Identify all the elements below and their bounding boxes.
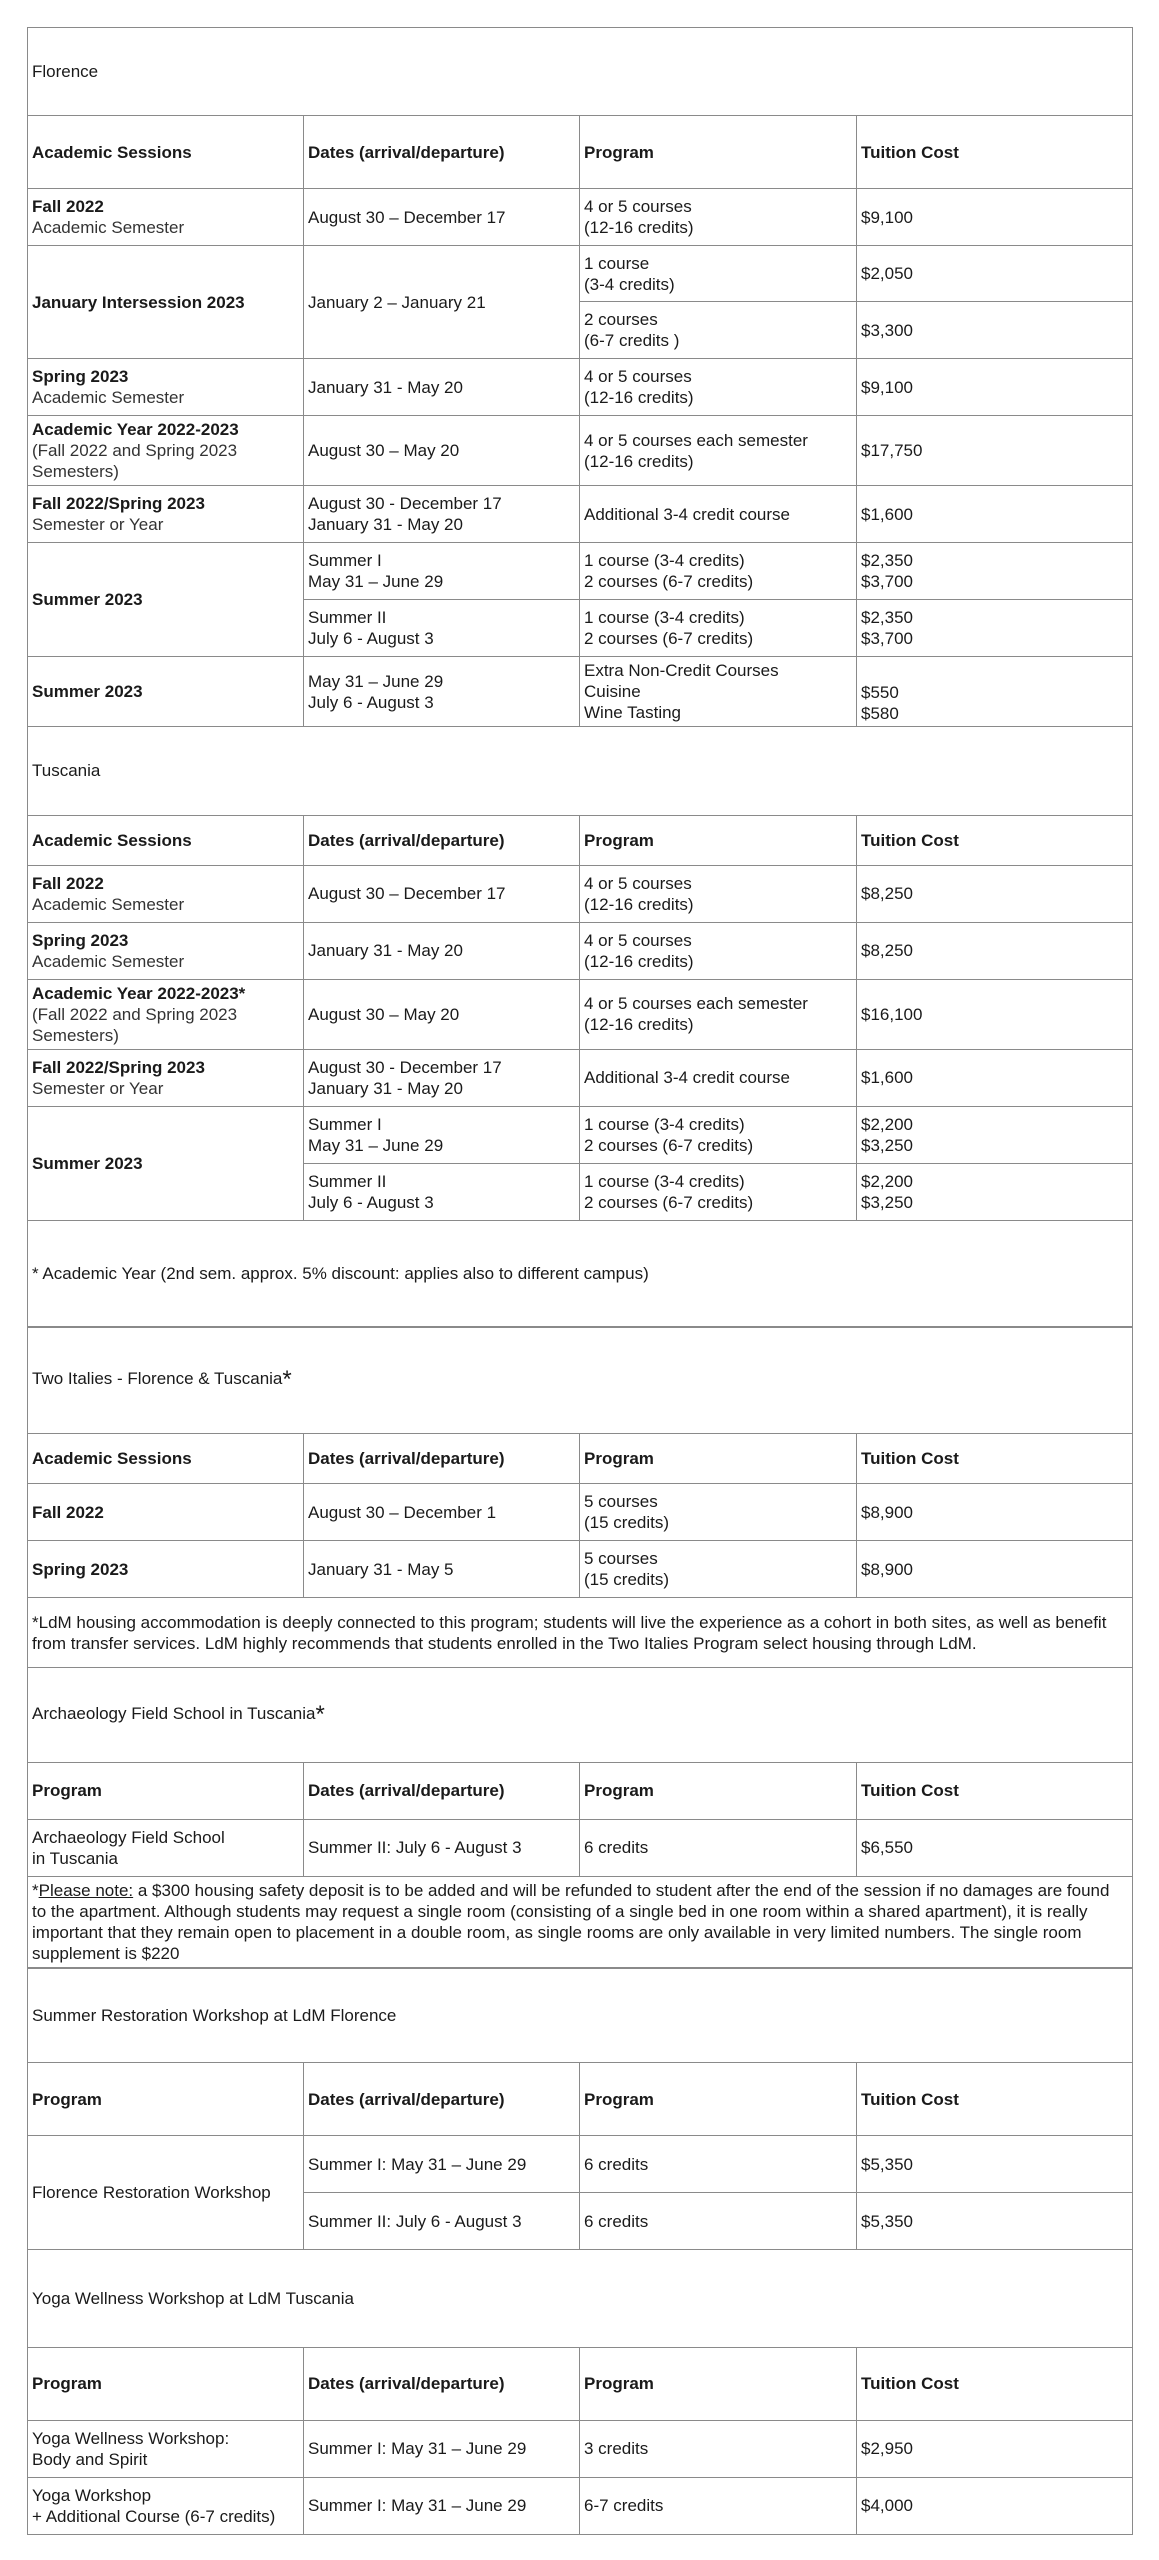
- header-academic-sessions: Academic Sessions: [28, 116, 304, 189]
- section-title-restoration: Summer Restoration Workshop at LdM Florence: [28, 1968, 1133, 2063]
- credits-cell: 6 credits: [580, 2193, 857, 2250]
- program-cell: Archaeology Field School in Tuscania: [28, 1819, 304, 1876]
- session-cell: Fall 2022: [28, 1484, 304, 1541]
- cost-cell: $6,550: [857, 1819, 1133, 1876]
- table-row: [28, 189, 1133, 246]
- credits-cell: 6-7 credits: [580, 2477, 857, 2534]
- header-program: Program: [28, 1762, 304, 1819]
- session-cell: Spring 2023 Academic Semester: [28, 359, 304, 416]
- credits-cell: 6 credits: [580, 1819, 857, 1876]
- cost-cell: $8,900: [857, 1484, 1133, 1541]
- program-cell: 1 course (3-4 credits) 2 courses (6-7 credits): [580, 1106, 857, 1163]
- table-row: [28, 865, 1133, 922]
- header-dates: Dates (arrival/departure): [304, 815, 580, 865]
- table-row: [28, 1106, 1133, 1163]
- section-title-yoga: Yoga Wellness Workshop at LdM Tuscania: [28, 2249, 1133, 2347]
- table-row: [28, 1541, 1133, 1598]
- program-cell: Additional 3-4 credit course: [580, 486, 857, 543]
- header-academic-sessions: Academic Sessions: [28, 1434, 304, 1484]
- credits-cell: 6 credits: [580, 2136, 857, 2193]
- session-cell: Fall 2022 Academic Semester: [28, 189, 304, 246]
- program-cell: 5 courses (15 credits): [580, 1541, 857, 1598]
- header-program: Program: [28, 2063, 304, 2136]
- header-dates: Dates (arrival/departure): [304, 116, 580, 189]
- cost-cell: $17,750: [857, 416, 1133, 486]
- section-title-tuscania: Tuscania: [28, 726, 1133, 815]
- header-dates: Dates (arrival/departure): [304, 2347, 580, 2420]
- program-cell: 4 or 5 courses each semester (12-16 credits): [580, 979, 857, 1049]
- dates-cell: May 31 – June 29 July 6 - August 3: [304, 657, 580, 727]
- florence-table: [27, 27, 1133, 727]
- program-cell: 5 courses (15 credits): [580, 1484, 857, 1541]
- session-cell: Fall 2022 Academic Semester: [28, 865, 304, 922]
- program-cell: Florence Restoration Workshop: [28, 2136, 304, 2250]
- header-tuition: Tuition Cost: [857, 2347, 1133, 2420]
- table-row: [28, 359, 1133, 416]
- header-program: Program: [580, 1762, 857, 1819]
- header-academic-sessions: Academic Sessions: [28, 815, 304, 865]
- header-tuition: Tuition Cost: [857, 116, 1133, 189]
- session-cell: Academic Year 2022-2023* (Fall 2022 and Spring 2023 Semesters): [28, 979, 304, 1049]
- program-cell: 4 or 5 courses (12-16 credits): [580, 189, 857, 246]
- program-cell: 4 or 5 courses (12-16 credits): [580, 359, 857, 416]
- dates-cell: August 30 – December 1: [304, 1484, 580, 1541]
- dates-cell: Summer I: May 31 – June 29: [304, 2477, 580, 2534]
- table-row: [28, 1484, 1133, 1541]
- dates-cell: August 30 – December 17: [304, 189, 580, 246]
- dates-cell: January 31 - May 20: [304, 359, 580, 416]
- table-row: [28, 543, 1133, 600]
- program-cell: 1 course (3-4 credits) 2 courses (6-7 credits): [580, 543, 857, 600]
- cost-cell: $4,000: [857, 2477, 1133, 2534]
- header-program: Program: [580, 1434, 857, 1484]
- section-title-two-italies: Two Italies - Florence & Tuscania*: [28, 1327, 1133, 1434]
- cost-cell: $5,350: [857, 2193, 1133, 2250]
- credits-cell: 3 credits: [580, 2420, 857, 2477]
- restoration-table: [27, 1967, 1133, 2250]
- yoga-table: [27, 2249, 1133, 2535]
- table-row: [28, 416, 1133, 486]
- program-cell: 1 course (3-4 credits): [580, 246, 857, 302]
- table-row: [28, 2420, 1133, 2477]
- table-row: [28, 922, 1133, 979]
- cost-cell: $5,350: [857, 2136, 1133, 2193]
- program-cell: Yoga Wellness Workshop: Body and Spirit: [28, 2420, 304, 2477]
- header-dates: Dates (arrival/departure): [304, 1762, 580, 1819]
- table-row: [28, 2477, 1133, 2534]
- session-cell: Fall 2022/Spring 2023 Semester or Year: [28, 486, 304, 543]
- program-cell: Extra Non-Credit Courses Cuisine Wine Tasting: [580, 657, 857, 727]
- cost-cell: $3,300: [857, 302, 1133, 359]
- tuscania-table: [27, 726, 1133, 1328]
- header-tuition: Tuition Cost: [857, 815, 1133, 865]
- program-cell: 4 or 5 courses (12-16 credits): [580, 865, 857, 922]
- header-tuition: Tuition Cost: [857, 1762, 1133, 1819]
- table-row: [28, 2136, 1133, 2193]
- program-cell: 1 course (3-4 credits) 2 courses (6-7 credits): [580, 1163, 857, 1220]
- cost-cell: $1,600: [857, 486, 1133, 543]
- header-program: Program: [580, 2063, 857, 2136]
- table-row: [28, 486, 1133, 543]
- cost-cell: $550 $580: [857, 657, 1133, 727]
- session-cell: Spring 2023: [28, 1541, 304, 1598]
- dates-cell: August 30 - December 17 January 31 - May 20: [304, 486, 580, 543]
- section-title-archaeology: Archaeology Field School in Tuscania*: [28, 1667, 1133, 1762]
- two-italies-table: [27, 1326, 1133, 1668]
- dates-cell: Summer II: July 6 - August 3: [304, 2193, 580, 2250]
- program-cell: Additional 3-4 credit course: [580, 1049, 857, 1106]
- table-row: [28, 979, 1133, 1049]
- tuition-document: [27, 27, 1132, 2535]
- archaeology-table: [27, 1667, 1133, 1969]
- header-program: Program: [28, 2347, 304, 2420]
- session-cell: January Intersession 2023: [28, 246, 304, 359]
- session-cell: Summer 2023: [28, 543, 304, 657]
- cost-cell: $2,950: [857, 2420, 1133, 2477]
- cost-cell: $8,900: [857, 1541, 1133, 1598]
- dates-cell: Summer I May 31 – June 29: [304, 1106, 580, 1163]
- session-cell: Summer 2023: [28, 1106, 304, 1220]
- dates-cell: August 30 - December 17 January 31 - May 20: [304, 1049, 580, 1106]
- cost-cell: $16,100: [857, 979, 1133, 1049]
- section-title-florence: Florence: [28, 28, 1133, 116]
- cost-cell: $8,250: [857, 865, 1133, 922]
- table-row: [28, 1819, 1133, 1876]
- dates-cell: Summer I: May 31 – June 29: [304, 2420, 580, 2477]
- table-row: [28, 657, 1133, 727]
- cost-cell: $2,350 $3,700: [857, 600, 1133, 657]
- dates-cell: January 2 – January 21: [304, 246, 580, 359]
- session-cell: Spring 2023 Academic Semester: [28, 922, 304, 979]
- cost-cell: $2,200 $3,250: [857, 1163, 1133, 1220]
- program-cell: 1 course (3-4 credits) 2 courses (6-7 credits): [580, 600, 857, 657]
- header-tuition: Tuition Cost: [857, 1434, 1133, 1484]
- dates-cell: Summer II: July 6 - August 3: [304, 1819, 580, 1876]
- dates-cell: Summer I: May 31 – June 29: [304, 2136, 580, 2193]
- header-dates: Dates (arrival/departure): [304, 1434, 580, 1484]
- header-program: Program: [580, 2347, 857, 2420]
- table-row: [28, 1049, 1133, 1106]
- two-italies-footnote: *LdM housing accommodation is deeply connected to this program; students will live the experience as a cohort in both sites, as well as benefit from transfer services. LdM highly recommends that students enrolled in the Two Italies Program select housing through LdM.: [28, 1598, 1133, 1668]
- program-cell: 2 courses (6-7 credits ): [580, 302, 857, 359]
- header-program: Program: [580, 815, 857, 865]
- cost-cell: $2,050: [857, 246, 1133, 302]
- dates-cell: Summer II July 6 - August 3: [304, 1163, 580, 1220]
- dates-cell: August 30 – May 20: [304, 979, 580, 1049]
- dates-cell: January 31 - May 5: [304, 1541, 580, 1598]
- header-dates: Dates (arrival/departure): [304, 2063, 580, 2136]
- header-program: Program: [580, 116, 857, 189]
- program-cell: Yoga Workshop + Additional Course (6-7 credits): [28, 2477, 304, 2534]
- cost-cell: $2,200 $3,250: [857, 1106, 1133, 1163]
- program-cell: 4 or 5 courses (12-16 credits): [580, 922, 857, 979]
- cost-cell: $1,600: [857, 1049, 1133, 1106]
- cost-cell: $9,100: [857, 189, 1133, 246]
- dates-cell: August 30 – December 17: [304, 865, 580, 922]
- session-cell: Fall 2022/Spring 2023 Semester or Year: [28, 1049, 304, 1106]
- dates-cell: January 31 - May 20: [304, 922, 580, 979]
- session-cell: Summer 2023: [28, 657, 304, 727]
- header-tuition: Tuition Cost: [857, 2063, 1133, 2136]
- cost-cell: $9,100: [857, 359, 1133, 416]
- dates-cell: Summer I May 31 – June 29: [304, 543, 580, 600]
- table-row: [28, 246, 1133, 302]
- session-cell: Academic Year 2022-2023 (Fall 2022 and Spring 2023 Semesters): [28, 416, 304, 486]
- tuscania-footnote: * Academic Year (2nd sem. approx. 5% discount: applies also to different campus): [28, 1220, 1133, 1327]
- archaeology-footnote: *Please note: a $300 housing safety deposit is to be added and will be refunded to student after the end of the session if no damages are found to the apartment. Although students may request a single room (consisting of a single bed in one room within a shared apartment), it is really important that they remain open to placement in a double room, as single rooms are only available in very limited numbers. The single room supplement is $220: [28, 1876, 1133, 1968]
- dates-cell: Summer II July 6 - August 3: [304, 600, 580, 657]
- dates-cell: August 30 – May 20: [304, 416, 580, 486]
- cost-cell: $8,250: [857, 922, 1133, 979]
- program-cell: 4 or 5 courses each semester (12-16 credits): [580, 416, 857, 486]
- cost-cell: $2,350 $3,700: [857, 543, 1133, 600]
